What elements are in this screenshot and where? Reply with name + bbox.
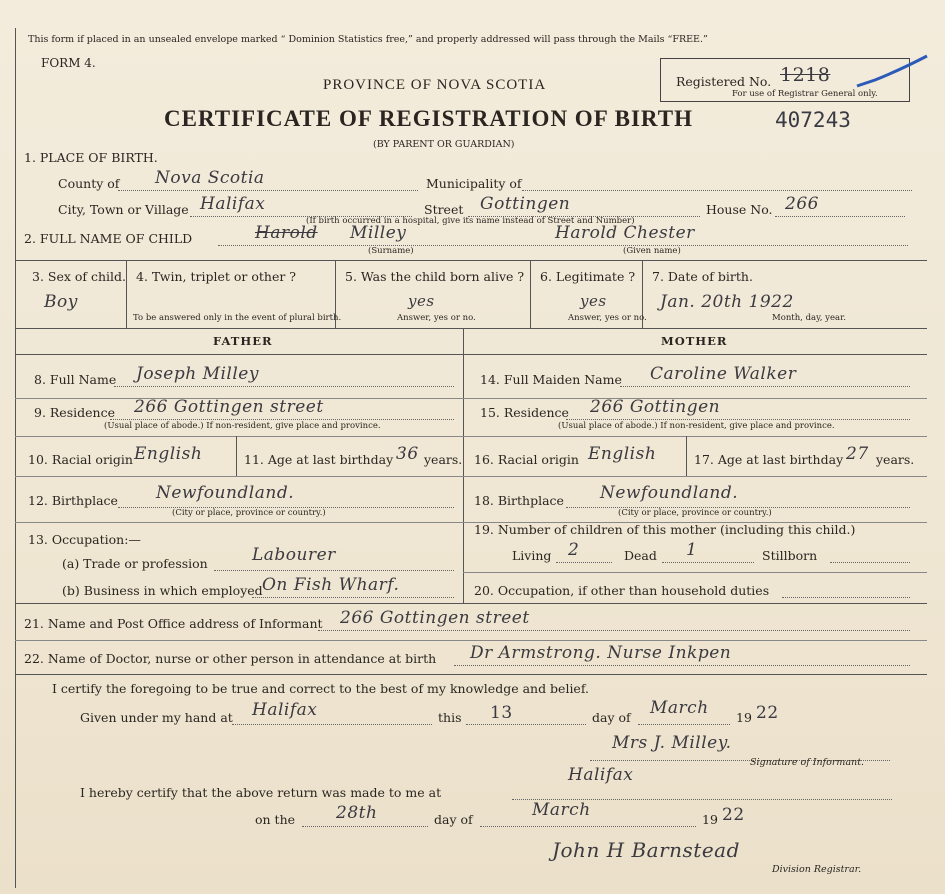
registrar-signature-label: Division Registrar. bbox=[772, 864, 862, 875]
given-place-value: Halifax bbox=[252, 700, 318, 720]
year-prefix: 19 bbox=[736, 710, 752, 725]
attendant-value: Dr Armstrong. Nurse Inkpen bbox=[470, 643, 732, 663]
county-line bbox=[118, 190, 418, 191]
legitimate-note: Answer, yes or no. bbox=[568, 313, 647, 323]
living-label: Living bbox=[512, 548, 552, 563]
parents-divider bbox=[463, 328, 464, 603]
father-rule-2 bbox=[15, 436, 463, 437]
registrar-month-line bbox=[480, 826, 696, 827]
birth-date-label: 7. Date of birth. bbox=[652, 269, 753, 284]
parents-heading-rule bbox=[15, 354, 927, 355]
mother-occupation-label: 20. Occupation, if other than household duties bbox=[474, 583, 770, 598]
business-line bbox=[252, 597, 454, 598]
city-label: City, Town or Village bbox=[58, 202, 189, 217]
mother-birthplace-label: 18. Birthplace bbox=[474, 493, 564, 508]
county-label: County of bbox=[58, 176, 120, 191]
registrar-year-prefix: 19 bbox=[702, 812, 718, 827]
mailing-notice: This form if placed in an unsealed envelope marked “ Dominion Statistics free,” and properly addressed will pass through the Mails “FREE.” bbox=[28, 34, 708, 45]
child-surname: Milley bbox=[350, 223, 407, 243]
month-value: March bbox=[650, 698, 709, 718]
street-label: Street bbox=[424, 202, 464, 217]
attendant-rule bbox=[15, 674, 927, 675]
street-note: (If birth occurred in a hospital, give its name instead of Street and Number) bbox=[306, 216, 635, 226]
born-alive-label: 5. Was the child born alive ? bbox=[345, 269, 525, 284]
twin-note: To be answered only in the event of plural birth. bbox=[133, 313, 342, 323]
child-given-name: Harold Chester bbox=[555, 223, 695, 243]
father-birthplace-note: (City or place, province or country.) bbox=[172, 508, 326, 518]
dead-label: Dead bbox=[624, 548, 657, 563]
given-place-line bbox=[232, 724, 432, 725]
attendant-line bbox=[454, 665, 910, 666]
house-line bbox=[775, 216, 905, 217]
father-age-label: 11. Age at last birthday bbox=[244, 452, 394, 467]
year-value: 22 bbox=[756, 703, 779, 723]
place-of-birth-label: 1. PLACE OF BIRTH. bbox=[24, 150, 158, 165]
father-residence-note: (Usual place of abode.) If non-resident, give place and province. bbox=[104, 421, 381, 431]
left-border bbox=[15, 28, 16, 888]
trade-line bbox=[214, 570, 454, 571]
father-residence-label: 9. Residence bbox=[34, 405, 115, 420]
informant-line bbox=[318, 630, 910, 631]
city-value: Halifax bbox=[200, 194, 266, 214]
surname-note: (Surname) bbox=[368, 246, 414, 256]
father-age-value: 36 bbox=[396, 444, 419, 464]
dead-line bbox=[662, 562, 754, 563]
mother-residence-note: (Usual place of abode.) If non-resident, give place and province. bbox=[558, 421, 835, 431]
trade-value: Labourer bbox=[252, 545, 336, 565]
mother-rule-2 bbox=[463, 436, 927, 437]
house-value: 266 bbox=[785, 194, 819, 214]
attendant-label: 22. Name of Doctor, nurse or other person in attendance at birth bbox=[24, 651, 437, 666]
mother-birthplace-note: (City or place, province or country.) bbox=[618, 508, 772, 518]
registrar-month-value: March bbox=[532, 800, 591, 820]
father-rule-3 bbox=[15, 476, 463, 477]
trade-label: (a) Trade or profession bbox=[62, 556, 208, 571]
birth-date-value: Jan. 20th 1922 bbox=[660, 292, 794, 312]
check-mark-icon bbox=[855, 52, 935, 92]
registrar-year-value: 22 bbox=[722, 805, 745, 825]
row3-divider-1 bbox=[126, 260, 127, 328]
mother-name-label: 14. Full Maiden Name bbox=[480, 372, 622, 387]
parents-bottom-rule bbox=[15, 603, 927, 604]
on-the-label: on the bbox=[255, 812, 296, 827]
certificate-number: 407243 bbox=[775, 108, 851, 132]
twin-label: 4. Twin, triplet or other ? bbox=[136, 269, 296, 284]
father-heading: FATHER bbox=[213, 334, 273, 348]
mother-name-line bbox=[620, 386, 910, 387]
father-residence-value: 266 Gottingen street bbox=[134, 397, 324, 417]
mother-heading: MOTHER bbox=[661, 334, 728, 348]
child-name-label: 2. FULL NAME OF CHILD bbox=[24, 231, 193, 246]
business-value: On Fish Wharf. bbox=[262, 575, 400, 595]
mother-age-divider bbox=[686, 436, 687, 476]
mother-residence-line bbox=[566, 419, 910, 420]
registered-label: Registered No. bbox=[676, 74, 772, 89]
father-name-label: 8. Full Name bbox=[34, 372, 117, 387]
dead-value: 1 bbox=[686, 540, 698, 560]
born-alive-note: Answer, yes or no. bbox=[397, 313, 476, 323]
mother-racial-label: 16. Racial origin bbox=[474, 452, 579, 467]
mother-age-value: 27 bbox=[846, 444, 869, 464]
stillborn-label: Stillborn bbox=[762, 548, 818, 563]
month-line bbox=[638, 724, 730, 725]
informant-value: 266 Gottingen street bbox=[340, 608, 530, 628]
father-age-unit: years. bbox=[424, 452, 463, 467]
given-under-label: Given under my hand at bbox=[80, 710, 233, 725]
municipality-label: Municipality of bbox=[426, 176, 522, 191]
registrar-day-value: 28th bbox=[336, 803, 378, 823]
mother-occupation-line bbox=[782, 597, 910, 598]
sex-value: Boy bbox=[44, 292, 78, 312]
father-birthplace-value: Newfoundland. bbox=[156, 483, 295, 503]
day-value: 13 bbox=[490, 703, 513, 723]
registrar-statement: I hereby certify that the above return was made to me at bbox=[80, 785, 442, 800]
father-birthplace-label: 12. Birthplace bbox=[28, 493, 118, 508]
day-line bbox=[466, 724, 586, 725]
father-racial-value: English bbox=[134, 444, 203, 464]
certify-statement: I certify the foregoing to be true and correct to the best of my knowledge and belief. bbox=[52, 681, 589, 696]
certificate-title: CERTIFICATE OF REGISTRATION OF BIRTH bbox=[164, 106, 693, 131]
registrar-place-value: Halifax bbox=[568, 765, 634, 785]
mother-age-unit: years. bbox=[876, 452, 915, 467]
business-label: (b) Business in which employed bbox=[62, 583, 263, 598]
father-residence-line bbox=[110, 419, 454, 420]
legitimate-label: 6. Legitimate ? bbox=[540, 269, 636, 284]
birth-date-note: Month, day, year. bbox=[772, 313, 846, 323]
father-name-line bbox=[114, 386, 454, 387]
children-count-label: 19. Number of children of this mother (including this child.) bbox=[474, 522, 856, 537]
registrar-signature: John H Barnstead bbox=[552, 838, 740, 862]
mother-rule-3 bbox=[463, 476, 927, 477]
living-value: 2 bbox=[568, 540, 580, 560]
mother-name-value: Caroline Walker bbox=[650, 364, 797, 384]
mother-residence-value: 266 Gottingen bbox=[590, 397, 721, 417]
street-value: Gottingen bbox=[480, 194, 571, 214]
stillborn-line bbox=[830, 562, 910, 563]
this-label: this bbox=[438, 710, 462, 725]
row3-bottom-rule bbox=[15, 328, 927, 329]
registrar-day-line bbox=[302, 826, 428, 827]
registered-value: 1218 bbox=[780, 64, 831, 86]
informant-signature-label: Signature of Informant. bbox=[750, 757, 865, 768]
father-age-divider bbox=[236, 436, 237, 476]
registrar-day-of-label: day of bbox=[434, 812, 473, 827]
row3-divider-3 bbox=[530, 260, 531, 328]
municipality-line bbox=[522, 190, 912, 191]
informant-rule bbox=[15, 640, 927, 641]
county-value: Nova Scotia bbox=[155, 168, 265, 188]
mother-age-label: 17. Age at last birthday bbox=[694, 452, 844, 467]
child-name-line bbox=[218, 245, 908, 246]
registered-note: For use of Registrar General only. bbox=[732, 89, 878, 99]
given-name-note: (Given name) bbox=[623, 246, 681, 256]
informant-signature: Mrs J. Milley. bbox=[612, 733, 732, 753]
day-of-label: day of bbox=[592, 710, 631, 725]
father-racial-label: 10. Racial origin bbox=[28, 452, 133, 467]
province-heading: PROVINCE OF NOVA SCOTIA bbox=[323, 77, 547, 93]
mother-racial-value: English bbox=[588, 444, 657, 464]
living-line bbox=[556, 562, 612, 563]
father-name-value: Joseph Milley bbox=[136, 364, 259, 384]
sex-label: 3. Sex of child. bbox=[32, 269, 127, 284]
house-label: House No. bbox=[706, 202, 773, 217]
father-rule-4 bbox=[15, 522, 463, 523]
mother-residence-label: 15. Residence bbox=[480, 405, 569, 420]
mother-rule-5 bbox=[463, 572, 927, 573]
born-alive-value: yes bbox=[408, 292, 435, 310]
occupation-label: 13. Occupation:— bbox=[28, 532, 141, 547]
row3-top-rule bbox=[15, 260, 927, 261]
certificate-subtitle: (BY PARENT OR GUARDIAN) bbox=[373, 139, 515, 150]
informant-label: 21. Name and Post Office address of Informant bbox=[24, 616, 323, 631]
child-struck-name: Harold bbox=[255, 223, 318, 243]
form-number: FORM 4. bbox=[41, 56, 96, 70]
legitimate-value: yes bbox=[580, 292, 607, 310]
mother-birthplace-value: Newfoundland. bbox=[600, 483, 739, 503]
